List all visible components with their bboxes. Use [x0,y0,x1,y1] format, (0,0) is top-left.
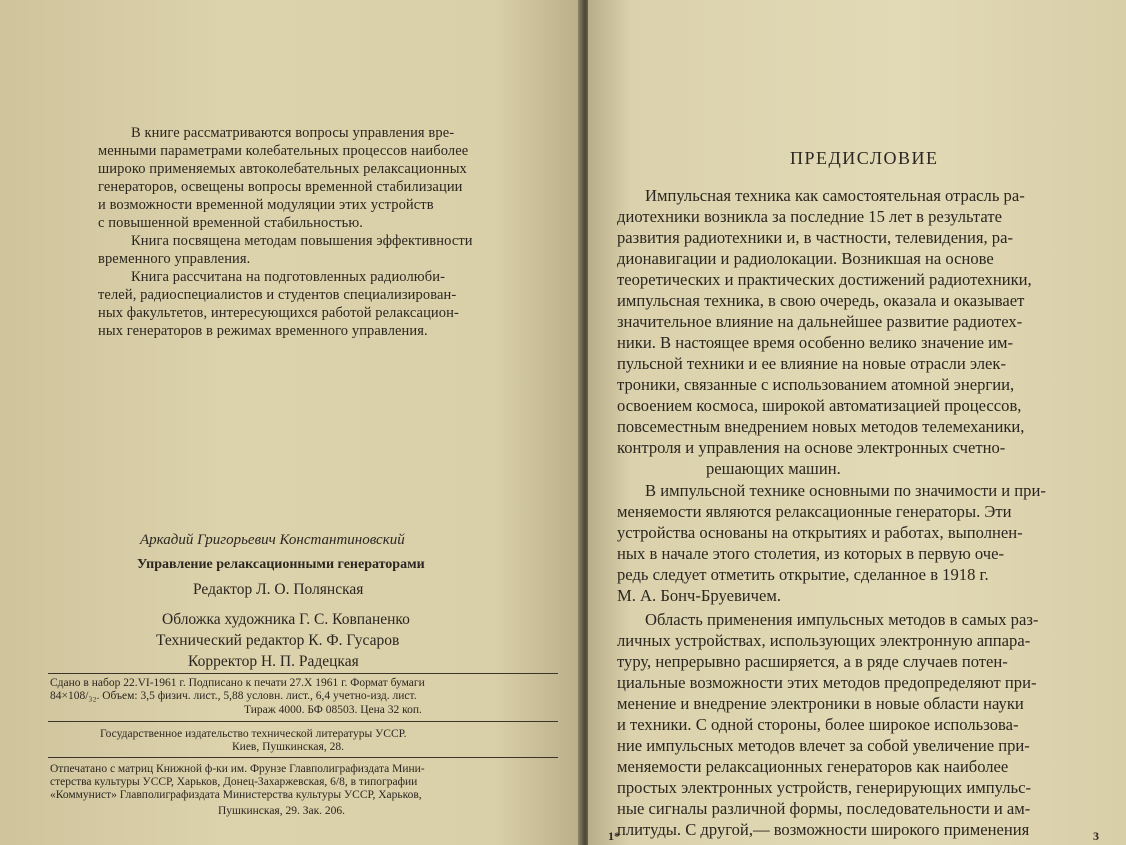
text-line: плитуды. С другой,— возможности широкого применения [617,820,1030,839]
credit-line: Обложка художника Г. С. Ковпаненко [162,611,410,628]
signature-mark: 1* [608,829,620,843]
divider [48,721,558,722]
print-info-line: Сдано в набор 22.VI-1961 г. Подписано к печати 27.X 1961 г. Формат бумаги [50,677,425,689]
publisher-line: Государственное издательство технической литературы УССР. [100,728,407,740]
text-line: М. А. Бонч-Бруевичем. [617,586,782,605]
text-line: менение и внедрение электроники в новые области науки [617,694,1024,713]
right-page [588,0,1126,845]
abstract-line: временного управления. [98,251,251,267]
text-line: и техники. С одной стороны, более широкое использова- [617,715,1019,734]
text-line: импульсная техника, в свою очередь, оказала и оказывает [617,291,1025,310]
author-name: Аркадий Григорьевич Константиновский [140,532,405,548]
text-line: значительное влияние на дальнейшее развитие радиотех- [617,312,1023,331]
abstract-line: с повышенной временной стабильностью. [98,215,363,231]
text-line: диотехники возникла за последние 15 лет в результате [617,207,1002,226]
text-line: дионавигации и радиолокации. Возникшая на основе [617,249,994,268]
page-heading: ПРЕДИСЛОВИЕ [790,148,939,168]
text-line: простых электронных устройств, генерирующих импульс- [617,778,1031,797]
text-line: меняемости релаксационных генераторов как наиболее [617,757,1009,776]
text-line: троники, связанные с использованием атомной энергии, [617,375,1015,394]
credit-line: Технический редактор К. Ф. Гусаров [156,632,400,649]
abstract-line: ных генераторов в режимах временного управления. [98,323,428,339]
text-line: Импульсная техника как самостоятельная отрасль ра- [645,186,1025,205]
editor-credit: Редактор Л. О. Полянская [193,581,364,598]
print-info-line: 84×108/₃₂. Объем: 3,5 физич. лист., 5,88 условн. лист., 6,4 учетно-изд. лист. [50,690,417,702]
text-line: развития радиотехники и, в частности, телевидения, ра- [617,228,1013,247]
abstract-line: менными параметрами колебательных процессов наиболее [98,143,469,159]
printer-line: стерства культуры УССР, Харьков, Донец-Захаржевская, 6/8, в типографии [50,776,418,788]
credit-line: Корректор Н. П. Радецкая [188,653,359,670]
page-number: 3 [1093,829,1099,843]
publisher-line: Киев, Пушкинская, 28. [232,741,344,753]
printer-line: «Коммунист» Главполиграфиздата Министерства культуры УССР, Харьков, [50,789,422,801]
print-info-line: Тираж 4000. БФ 08503. Цена 32 коп. [244,704,422,716]
abstract-line: В книге рассматриваются вопросы управления вре- [131,125,455,141]
text-line: ные сигналы различной формы, последовательности и ам- [617,799,1031,818]
text-line: освоением космоса, широкой автоматизацией процессов, [617,396,1022,415]
divider [48,673,558,674]
text-line: контроля и управления на основе электронных счетно- [617,438,1006,457]
divider [48,757,558,758]
abstract-line: генераторов, освещены вопросы временной стабилизации [98,179,463,195]
book-title: Управление релаксационными генераторами [137,557,425,572]
text-line: пульсной техники и ее влияние на новые отрасли элек- [617,354,1006,373]
text-line: теоретических и практических достижений радиотехники, [617,270,1032,289]
text-line: ние импульсных методов влечет за собой увеличение при- [617,736,1030,755]
text-line: Область применения импульсных методов в самых раз- [645,610,1039,629]
text-line: В импульсной технике основными по значимости и при- [645,481,1046,500]
text-line: циальные возможности этих методов предопределяют при- [617,673,1037,692]
text-line: личных устройствах, использующих электронную аппара- [617,631,1031,650]
printer-line: Пушкинская, 29. Зак. 206. [218,805,346,817]
text-line: ники. В настоящее время особенно велико значение им- [617,333,1014,352]
text-line: решающих машин. [706,459,841,478]
text-line: редь следует отметить открытие, сделанное в 1918 г. [617,565,989,584]
text-line: повсеместным внедрением новых методов телемеханики, [617,417,1025,436]
text-line: меняемости являются релаксационные генераторы. Эти [617,502,1012,521]
abstract-line: широко применяемых автоколебательных релаксационных [98,161,467,177]
abstract-line: телей, радиоспециалистов и студентов специализирован- [98,287,457,303]
printer-line: Отпечатано с матриц Книжной ф-ки им. Фрунзе Главполиграфиздата Мини- [50,763,425,775]
text-line: устройства основаны на открытиях и работах, выполнен- [617,523,1023,542]
text-line: ных в начале этого столетия, из которых в первую оче- [617,544,1005,563]
abstract-line: Книга посвящена методам повышения эффективности [131,233,473,249]
abstract-line: Книга рассчитана на подготовленных радиолюби- [131,269,445,285]
abstract-line: и возможности временной модуляции этих устройств [98,197,434,213]
abstract-line: ных факультетов, интересующихся работой релаксацион- [98,305,459,321]
text-line: туру, непрерывно расширяется, а в ряде случаев потен- [617,652,1008,671]
